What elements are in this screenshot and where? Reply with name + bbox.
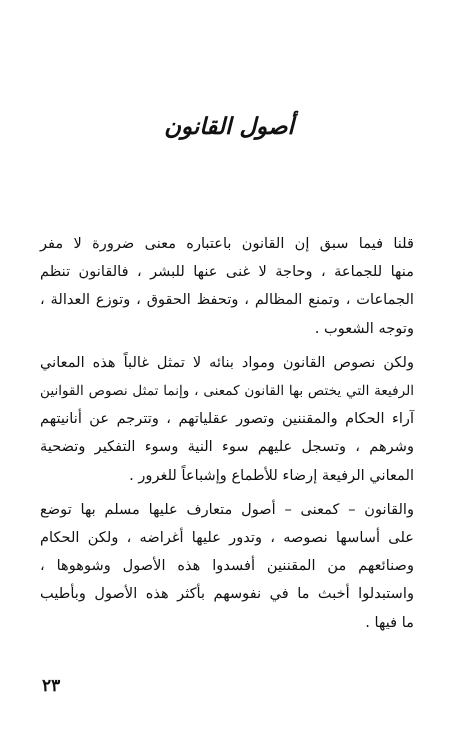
paragraph-2 xyxy=(40,349,414,490)
text-line: وصنائعهم من المقننين أفسدوا هذه الأصول وشوهوها ، xyxy=(40,557,414,575)
text-line: الجماعات ، وتمنع المظالم ، وتحفظ الحقوق ، وتوزع العدالة ، xyxy=(40,291,414,309)
text-line: ولكن نصوص القانون ومواد بنائه لا تمثل غالباً هذه المعاني xyxy=(40,353,414,371)
paragraph-3 xyxy=(40,496,414,637)
text-line: آراء الحكام والمقننين وتصور عقلياتهم ، وتترجم عن أنانيتهم xyxy=(40,410,414,428)
text-line: الرفيعة التي يختص بها القانون كمعنى ، وإنما تمثل نصوص القوانين xyxy=(40,383,414,400)
text-line: واستبدلوا أخبث ما في نفوسهم بأكثر هذه الأصول وبأطيب xyxy=(40,585,414,603)
page-body xyxy=(40,230,414,637)
text-line: والقانون – كمعنى – أصول متعارف عليها مسلم بها توضع xyxy=(40,500,414,518)
text-line: وشرهم ، وتسجل عليهم سوء النية وسوء التفكير وتضحية xyxy=(40,438,414,456)
text-line: قلنا فيما سبق إن القانون باعتباره معنى ضرورة لا مفر xyxy=(40,235,414,252)
text-line: على أساسها نصوصه ، وتدور عليها أغراضه ، ولكن الحكام xyxy=(40,529,414,547)
text-line: وتوجه الشعوب . xyxy=(314,319,414,337)
paragraph-1 xyxy=(40,230,414,343)
text-line: منها للجماعة ، وحاجة لا غنى عنها للبشر ، فالقانون تنظم xyxy=(40,263,414,281)
page-number: ٢٣ xyxy=(42,676,61,696)
text-line: ما فيها . xyxy=(365,613,414,631)
text-line: المعاني الرفيعة إرضاء للأطماع وإشباعاً للغرور . xyxy=(129,466,414,484)
page-title: أصول القانون xyxy=(164,113,294,140)
